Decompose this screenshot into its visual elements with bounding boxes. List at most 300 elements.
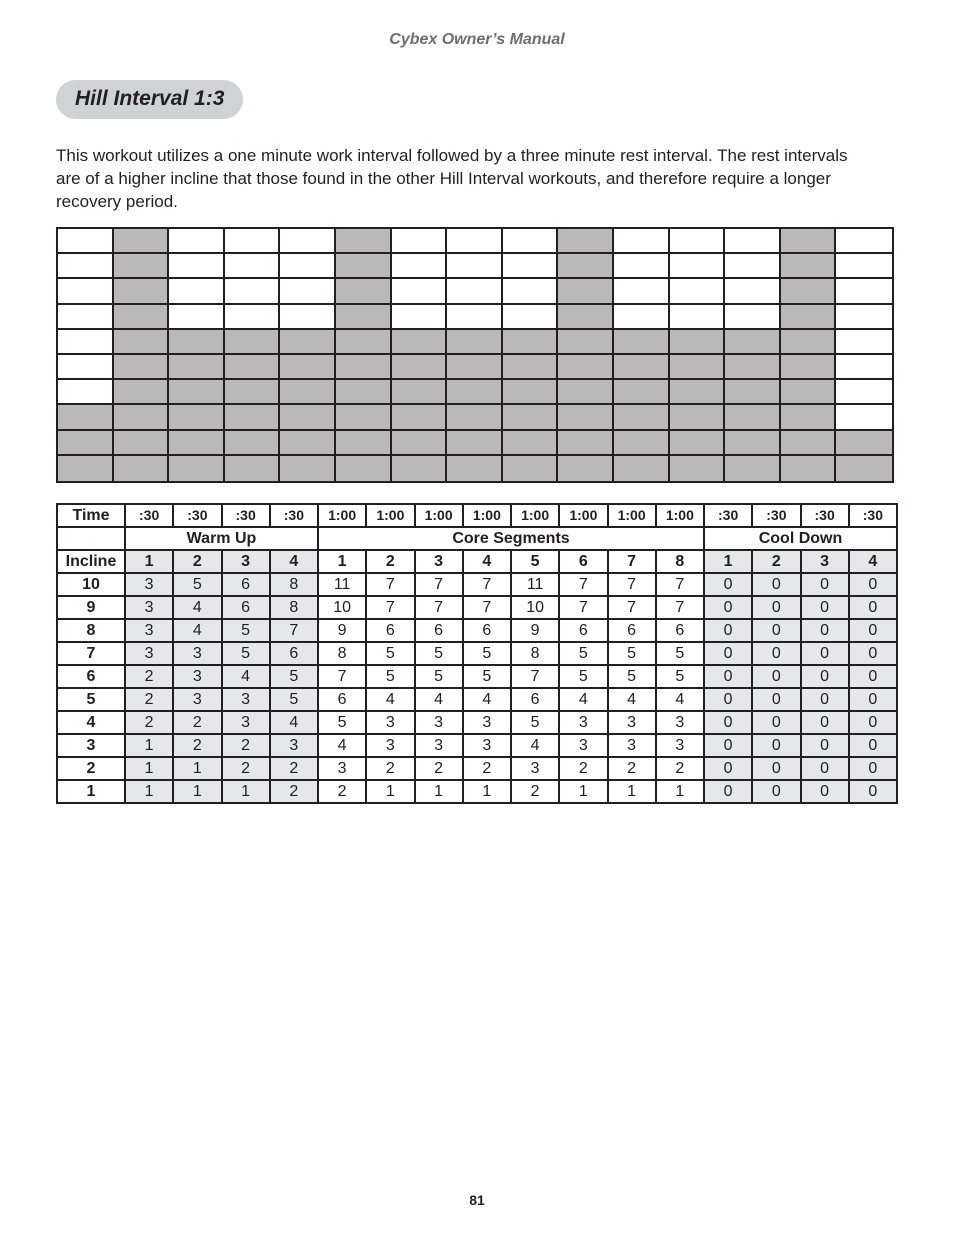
profile-cell	[670, 279, 726, 304]
profile-cell	[169, 355, 225, 380]
profile-cell	[392, 229, 448, 254]
incline-value: 7	[415, 573, 463, 596]
incline-value: 6	[222, 573, 270, 596]
table-row	[57, 665, 897, 688]
profile-cell	[392, 254, 448, 279]
profile-cell	[280, 456, 336, 481]
segment-number: 4	[270, 550, 318, 573]
profile-cell	[58, 254, 114, 279]
profile-cell	[169, 330, 225, 355]
profile-cell	[58, 279, 114, 304]
profile-cell	[670, 229, 726, 254]
profile-cell	[225, 431, 281, 456]
incline-value: 0	[704, 688, 752, 711]
profile-cell	[614, 279, 670, 304]
profile-cell	[836, 456, 892, 481]
profile-cell	[58, 305, 114, 330]
incline-value: 5	[559, 642, 607, 665]
profile-cell	[58, 330, 114, 355]
profile-cell	[836, 229, 892, 254]
profile-cell	[280, 330, 336, 355]
incline-value: 1	[415, 780, 463, 803]
profile-cell	[225, 279, 281, 304]
level-label: 4	[57, 711, 125, 734]
profile-cell	[225, 229, 281, 254]
incline-value: 0	[752, 734, 800, 757]
incline-value: 0	[849, 619, 897, 642]
incline-value: 3	[656, 734, 704, 757]
incline-value: 6	[511, 688, 559, 711]
table-row	[57, 780, 897, 803]
level-label: 10	[57, 573, 125, 596]
incline-value: 1	[656, 780, 704, 803]
incline-value: 5	[415, 642, 463, 665]
profile-cell	[781, 405, 837, 430]
profile-cell	[558, 380, 614, 405]
profile-cell	[169, 279, 225, 304]
incline-value: 0	[752, 573, 800, 596]
incline-value: 1	[125, 734, 173, 757]
profile-cell	[558, 254, 614, 279]
incline-value: 0	[704, 619, 752, 642]
incline-value: 0	[704, 573, 752, 596]
incline-value: 5	[463, 665, 511, 688]
profile-cell	[58, 456, 114, 481]
incline-value: 3	[125, 619, 173, 642]
incline-value: 3	[656, 711, 704, 734]
time-cell: :30	[270, 504, 318, 527]
profile-cell	[58, 431, 114, 456]
incline-value: 0	[801, 711, 849, 734]
profile-cell	[58, 380, 114, 405]
profile-cell	[280, 305, 336, 330]
incline-value: 8	[511, 642, 559, 665]
profile-cell	[781, 355, 837, 380]
incline-value: 5	[366, 642, 414, 665]
profile-cell	[280, 279, 336, 304]
profile-cell	[836, 380, 892, 405]
incline-value: 3	[463, 711, 511, 734]
profile-cell	[169, 405, 225, 430]
incline-value: 5	[559, 665, 607, 688]
incline-value: 0	[801, 665, 849, 688]
profile-cell	[114, 330, 170, 355]
profile-cell	[725, 380, 781, 405]
profile-cell	[447, 431, 503, 456]
incline-value: 7	[463, 573, 511, 596]
incline-value: 4	[173, 596, 221, 619]
profile-cell	[114, 355, 170, 380]
incline-value: 7	[608, 573, 656, 596]
profile-cell	[614, 405, 670, 430]
profile-cell	[836, 405, 892, 430]
profile-cell	[503, 330, 559, 355]
incline-value: 0	[849, 573, 897, 596]
incline-value: 10	[318, 596, 366, 619]
incline-value: 9	[511, 619, 559, 642]
table-row	[57, 619, 897, 642]
incline-value: 0	[801, 757, 849, 780]
profile-cell	[670, 305, 726, 330]
incline-value: 0	[801, 596, 849, 619]
incline-value: 7	[366, 596, 414, 619]
incline-value: 3	[270, 734, 318, 757]
table-row	[57, 711, 897, 734]
incline-value: 3	[366, 734, 414, 757]
incline-value: 5	[511, 711, 559, 734]
profile-cell	[725, 405, 781, 430]
incline-value: 4	[270, 711, 318, 734]
profile-cell	[225, 355, 281, 380]
incline-value: 2	[656, 757, 704, 780]
profile-cell	[781, 380, 837, 405]
level-label: 5	[57, 688, 125, 711]
incline-value: 1	[173, 757, 221, 780]
incline-value: 0	[849, 665, 897, 688]
incline-value: 0	[704, 757, 752, 780]
incline-value: 2	[125, 688, 173, 711]
incline-value: 2	[270, 757, 318, 780]
profile-cell	[336, 229, 392, 254]
profile-cell	[781, 456, 837, 481]
profile-cell	[558, 229, 614, 254]
profile-cell	[836, 279, 892, 304]
profile-cell	[114, 229, 170, 254]
incline-value: 0	[704, 642, 752, 665]
profile-cell	[114, 380, 170, 405]
profile-cell	[225, 456, 281, 481]
profile-cell	[280, 405, 336, 430]
profile-cell	[280, 254, 336, 279]
profile-cell	[614, 431, 670, 456]
incline-value: 3	[559, 711, 607, 734]
incline-value: 7	[415, 596, 463, 619]
incline-value: 1	[125, 780, 173, 803]
level-label: 6	[57, 665, 125, 688]
incline-value: 0	[752, 619, 800, 642]
profile-cell	[336, 305, 392, 330]
incline-value: 0	[801, 734, 849, 757]
profile-cell	[169, 305, 225, 330]
incline-value: 0	[704, 596, 752, 619]
profile-cell	[336, 380, 392, 405]
incline-value: 3	[125, 642, 173, 665]
profile-cell	[447, 380, 503, 405]
incline-value: 2	[318, 780, 366, 803]
profile-cell	[280, 380, 336, 405]
incline-value: 6	[318, 688, 366, 711]
profile-cell	[670, 380, 726, 405]
profile-cell	[447, 305, 503, 330]
incline-value: 1	[173, 780, 221, 803]
incline-value: 0	[801, 573, 849, 596]
level-label: 2	[57, 757, 125, 780]
time-cell: 1:00	[463, 504, 511, 527]
incline-value: 7	[559, 596, 607, 619]
profile-cell	[336, 456, 392, 481]
profile-cell	[169, 254, 225, 279]
profile-cell	[725, 355, 781, 380]
time-cell: 1:00	[608, 504, 656, 527]
time-cell: :30	[801, 504, 849, 527]
incline-value: 2	[270, 780, 318, 803]
segment-number-row	[57, 550, 897, 573]
profile-cell	[392, 380, 448, 405]
incline-value: 7	[656, 573, 704, 596]
incline-value: 10	[511, 596, 559, 619]
profile-cell	[392, 456, 448, 481]
time-cell: :30	[222, 504, 270, 527]
profile-cell	[114, 456, 170, 481]
incline-value: 5	[318, 711, 366, 734]
time-cell: 1:00	[415, 504, 463, 527]
profile-cell	[447, 456, 503, 481]
profile-cell	[614, 254, 670, 279]
profile-cell	[558, 330, 614, 355]
incline-value: 3	[318, 757, 366, 780]
segment-number: 4	[849, 550, 897, 573]
incline-value: 1	[222, 780, 270, 803]
time-cell: :30	[125, 504, 173, 527]
incline-value: 7	[463, 596, 511, 619]
incline-value: 5	[366, 665, 414, 688]
incline-value: 2	[173, 711, 221, 734]
incline-value: 5	[222, 619, 270, 642]
incline-value: 11	[318, 573, 366, 596]
profile-cell	[447, 405, 503, 430]
table-row	[57, 642, 897, 665]
table-row	[57, 757, 897, 780]
profile-cell	[670, 355, 726, 380]
profile-cell	[614, 355, 670, 380]
incline-value: 0	[849, 711, 897, 734]
incline-value: 0	[849, 734, 897, 757]
time-row	[57, 504, 897, 527]
profile-cell	[558, 355, 614, 380]
incline-value: 7	[270, 619, 318, 642]
incline-value: 0	[704, 734, 752, 757]
incline-value: 8	[270, 596, 318, 619]
incline-value: 7	[318, 665, 366, 688]
incline-value: 3	[366, 711, 414, 734]
profile-cell	[670, 254, 726, 279]
profile-cell	[336, 254, 392, 279]
profile-cell	[670, 405, 726, 430]
profile-cell	[280, 229, 336, 254]
incline-value: 5	[656, 642, 704, 665]
level-label: 7	[57, 642, 125, 665]
segment-number: 2	[173, 550, 221, 573]
time-label: Time	[57, 504, 125, 527]
profile-cell	[670, 431, 726, 456]
profile-cell	[225, 330, 281, 355]
profile-cell	[781, 330, 837, 355]
incline-value: 4	[463, 688, 511, 711]
group-spacer	[57, 527, 125, 550]
segment-number: 3	[415, 550, 463, 573]
incline-value: 2	[608, 757, 656, 780]
incline-value: 5	[608, 642, 656, 665]
incline-value: 3	[463, 734, 511, 757]
segment-number: 6	[559, 550, 607, 573]
page-number: 81	[469, 1192, 485, 1208]
segment-number: 1	[318, 550, 366, 573]
segment-number: 8	[656, 550, 704, 573]
incline-value: 6	[463, 619, 511, 642]
incline-value: 0	[849, 780, 897, 803]
table-row	[57, 734, 897, 757]
cool-down-header: Cool Down	[704, 527, 897, 550]
incline-value: 0	[801, 688, 849, 711]
profile-cell	[781, 254, 837, 279]
incline-value: 7	[656, 596, 704, 619]
profile-cell	[781, 431, 837, 456]
profile-cell	[725, 279, 781, 304]
incline-value: 9	[318, 619, 366, 642]
segment-number: 1	[704, 550, 752, 573]
incline-value: 2	[415, 757, 463, 780]
profile-cell	[336, 330, 392, 355]
profile-cell	[558, 431, 614, 456]
segment-number: 2	[366, 550, 414, 573]
incline-value: 3	[125, 596, 173, 619]
incline-value: 0	[752, 711, 800, 734]
core-segments-header: Core Segments	[318, 527, 704, 550]
incline-value: 2	[173, 734, 221, 757]
incline-value: 2	[511, 780, 559, 803]
profile-cell	[725, 229, 781, 254]
incline-value: 5	[656, 665, 704, 688]
profile-cell	[836, 254, 892, 279]
profile-cell	[169, 229, 225, 254]
incline-value: 5	[463, 642, 511, 665]
profile-cell	[336, 355, 392, 380]
profile-cell	[114, 431, 170, 456]
incline-value: 3	[608, 734, 656, 757]
profile-cell	[114, 254, 170, 279]
profile-cell	[503, 254, 559, 279]
profile-cell	[58, 405, 114, 430]
incline-value: 0	[849, 596, 897, 619]
incline-value: 4	[559, 688, 607, 711]
incline-value: 1	[608, 780, 656, 803]
time-cell: 1:00	[511, 504, 559, 527]
time-cell: 1:00	[656, 504, 704, 527]
profile-cell	[670, 456, 726, 481]
incline-value: 0	[752, 688, 800, 711]
profile-cell	[114, 405, 170, 430]
incline-value: 3	[608, 711, 656, 734]
incline-value: 4	[222, 665, 270, 688]
incline-value: 7	[366, 573, 414, 596]
segment-number: 4	[463, 550, 511, 573]
profile-cell	[836, 355, 892, 380]
incline-value: 4	[656, 688, 704, 711]
incline-value: 3	[222, 688, 270, 711]
profile-cell	[392, 305, 448, 330]
profile-cell	[447, 355, 503, 380]
incline-value: 5	[415, 665, 463, 688]
profile-cell	[614, 456, 670, 481]
profile-cell	[58, 229, 114, 254]
table-row	[57, 573, 897, 596]
incline-value: 0	[849, 757, 897, 780]
profile-cell	[614, 330, 670, 355]
profile-cell	[503, 279, 559, 304]
profile-cell	[614, 229, 670, 254]
profile-cell	[503, 305, 559, 330]
profile-cell	[114, 279, 170, 304]
incline-value: 3	[173, 642, 221, 665]
profile-cell	[725, 305, 781, 330]
profile-cell	[503, 355, 559, 380]
profile-cell	[836, 305, 892, 330]
incline-value: 3	[415, 734, 463, 757]
incline-value: 6	[222, 596, 270, 619]
manual-header: Cybex Owner’s Manual	[389, 31, 565, 48]
segment-number: 3	[222, 550, 270, 573]
profile-cell	[447, 229, 503, 254]
incline-value: 0	[752, 596, 800, 619]
time-cell: :30	[752, 504, 800, 527]
profile-cell	[614, 305, 670, 330]
profile-cell	[836, 431, 892, 456]
time-cell: 1:00	[318, 504, 366, 527]
profile-cell	[836, 330, 892, 355]
profile-cell	[725, 431, 781, 456]
incline-value: 1	[125, 757, 173, 780]
profile-cell	[614, 380, 670, 405]
profile-cell	[503, 380, 559, 405]
incline-value: 7	[559, 573, 607, 596]
profile-cell	[447, 254, 503, 279]
profile-cell	[392, 279, 448, 304]
incline-value: 3	[222, 711, 270, 734]
incline-value: 5	[222, 642, 270, 665]
segment-number: 1	[125, 550, 173, 573]
profile-cell	[503, 431, 559, 456]
time-cell: :30	[849, 504, 897, 527]
incline-value: 11	[511, 573, 559, 596]
incline-value: 7	[511, 665, 559, 688]
incline-value: 6	[270, 642, 318, 665]
level-label: 8	[57, 619, 125, 642]
incline-value: 4	[511, 734, 559, 757]
segment-number: 2	[752, 550, 800, 573]
incline-value: 6	[366, 619, 414, 642]
incline-value: 8	[318, 642, 366, 665]
profile-cell	[225, 305, 281, 330]
profile-cell	[558, 456, 614, 481]
incline-value: 3	[173, 688, 221, 711]
incline-value: 6	[608, 619, 656, 642]
incline-value: 0	[752, 757, 800, 780]
profile-cell	[225, 254, 281, 279]
incline-value: 0	[704, 665, 752, 688]
profile-cell	[392, 330, 448, 355]
segment-group-row	[57, 527, 897, 550]
table-row	[57, 596, 897, 619]
table-row	[57, 688, 897, 711]
profile-cell	[392, 355, 448, 380]
profile-cell	[392, 431, 448, 456]
incline-value: 3	[125, 573, 173, 596]
incline-value: 3	[173, 665, 221, 688]
incline-value: 0	[849, 688, 897, 711]
profile-cell	[781, 229, 837, 254]
profile-cell	[781, 305, 837, 330]
incline-value: 2	[222, 734, 270, 757]
